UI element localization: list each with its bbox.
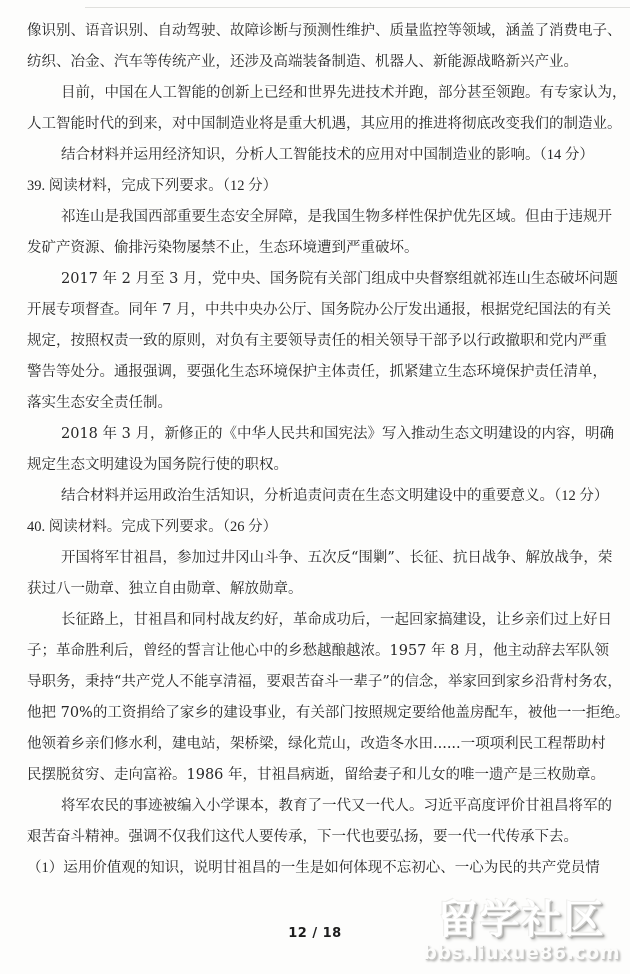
q40-material-line-1: 开国将军甘祖昌，参加过井冈山斗争、五次反“围剿”、长征、抗日战争、解放战争，荣 [61,550,613,566]
q39-material-line-2: 发矿产资源、偷排污染物屡禁不止，生态环境遭到严重破坏。 [27,240,419,256]
q40-material-line-6: 他把 70%的工资捐给了家乡的建设事业，有关部门按照规定要给他盖房配车，被他一一拒绝。 [27,705,630,721]
q39-material-line-8: 2018 年 3 月，新修正的《中华人民共和国宪法》写入推动生态文明建设的内容，明确 [61,426,614,442]
q39-material-line-6: 警告等处分。通报强调，要强化生态环境保护主体责任，抓紧建立生态环境保护责任清单， [27,364,607,380]
watermark-logo-text: 留学社区 [437,897,606,943]
q39-material-line-3: 2017 年 2 月至 3 月，党中央、国务院有关部门组成中央督察组就祁连山生态破坏问题 [61,271,618,287]
q40-material-line-5: 导职务，秉持“共产党人不能享清福，要艰苦奋斗一辈子”的信念，举家回到家乡沿背村务农， [27,674,622,690]
q40-material-line-10: 艰苦奋斗精神。强调不仅我们这代人要传承，下一代也要弘扬，要一代一代传承下去。 [27,829,578,845]
q40-material-line-7: 他领着乡亲们修水利，建电站，架桥梁，绿化荒山，改造冬水田......一项项利民工程帮助村 [27,736,606,752]
document-content [27,16,630,884]
q38-material-line-4: 人工智能时代的到来，对中国制造业将是重大机遇，其应用的推进将彻底改变我们的制造业。 [27,116,622,132]
q39-material-line-5: 规定，按照权责一致的原则，对负有主要领导责任的相关领导干部予以行政撤职和党内严重 [27,333,607,349]
watermark [423,888,620,964]
q39-material-line-9: 规定生态文明建设为国务院行使的职权。 [27,457,288,473]
q39-material-line-4: 开展专项督查。同年 7 月，中共中央办公厅、国务院办公厅发出通报，根据党纪国法的有关 [27,302,611,318]
watermark-site-text: bbs.liuxue86.com [423,942,620,964]
q40-material-line-3: 长征路上，甘祖昌和同村战友约好，革命成功后，一起回家搞建设，让乡亲们过上好日 [61,612,612,628]
q38-material-line-3: 目前，中国在人工智能的创新上已经和世界先进技术并跑，部分甚至领跑。有专家认为， [61,85,627,101]
q38-material-line-2: 纺织、冶金、汽车等传统产业，还涉及高端装备制造、机器人、新能源战略新兴产业。 [27,54,578,70]
q40-heading: 40. 阅读材料。完成下列要求。（26 分） [27,519,278,535]
q40-subquestion-1-line: （1）运用价值观的知识，说明甘祖昌的一生是如何体现不忘初心、一心为民的共产党员情 [27,860,600,876]
q39-heading: 39. 阅读材料，完成下列要求。（12 分） [27,178,278,194]
page-number: 12 / 18 [288,926,342,941]
q40-material-line-2: 获过八一勋章、独立自由勋章、解放勋章。 [27,581,303,597]
q39-material-line-7: 落实生态安全责任制。 [27,395,172,411]
q39-question-line: 结合材料并运用政治生活知识，分析追责问责在生态文明建设中的重要意义。（12 分） [61,488,609,504]
q40-material-line-4: 子；革命胜利后，曾经的誓言让他心中的乡愁越酿越浓。1957 年 8 月，他主动辞去军队领 [27,643,609,659]
q40-material-line-8: 民摆脱贫穷、走向富裕。1986 年，甘祖昌病逝，留给妻子和儿女的唯一遗产是三枚勋章。 [27,767,606,783]
scan-artifact-line [85,7,630,8]
q38-material-line-1: 像识别、语音识别、自动驾驶、故障诊断与预测性维护、质量监控等领域，涵盖了消费电子、 [27,23,622,39]
q40-material-line-9: 将军农民的事迹被编入小学课本，教育了一代又一代人。习近平高度评价甘祖昌将军的 [61,798,612,814]
q38-question-line: 结合材料并运用经济知识，分析人工智能技术的应用对中国制造业的影响。（14 分） [61,147,594,163]
q39-material-line-1: 祁连山是我国西部重要生态安全屏障，是我国生物多样性保护优先区域。但由于违规开 [61,209,612,225]
